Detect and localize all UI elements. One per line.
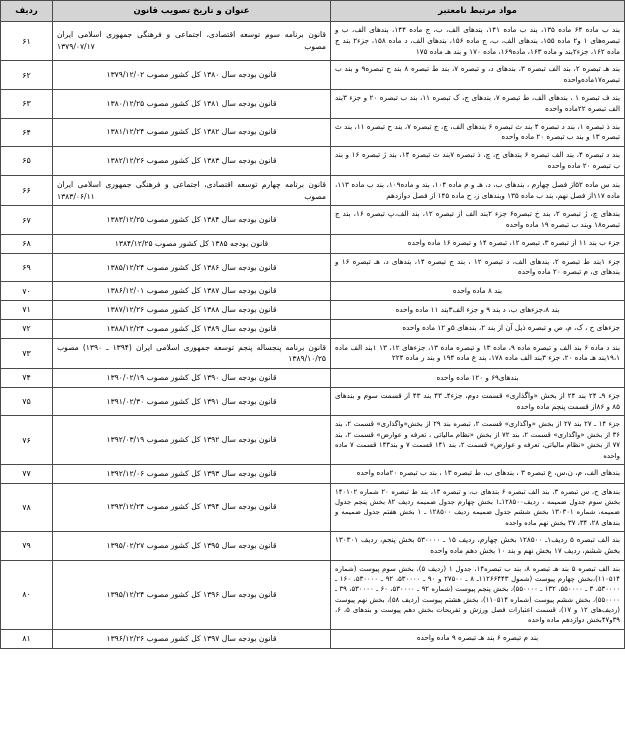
cell-row-number: ۷۱ [1,301,53,320]
cell-law-title-and-date: قانون بودجه سال ۱۳۸۷ کل کشور مصوب ۱۳۸۶/۱۲/۰۱ [53,282,331,301]
cell-law-title-and-date: قانون برنامه چهارم توسعه اقتصادی، اجتماعی و فرهنگی جمهوری اسلامی ایران مصوب ۱۳۸۳/۰۶/۱۱ [53,175,331,206]
table-row [1,483,625,531]
cell-row-number: ۶۶ [1,175,53,206]
table-row [1,253,625,282]
cell-invalid-articles: بند ۸ ماده واحده [331,282,625,301]
table-row [1,234,625,253]
cell-law-title-and-date: قانون بودجه سال ۱۳۸۶ کل کشور مصوب ۱۳۸۵/۱۲/۲۴ [53,253,331,282]
cell-row-number: ۶۳ [1,89,53,118]
table-row [1,282,625,301]
cell-law-title-and-date: قانون بودجه سال ۱۳۸۱ کل کشور مصوب ۱۳۸۰/۱۲/۲۵ [53,89,331,118]
cell-row-number: ۶۸ [1,234,53,253]
cell-invalid-articles: بندهای چ، ژ تبصره ۲، بند خ تبصره۶ جزء ۲بند الف از تبصره ۱۲، بند الف،پ تبصره ۱۶، بند ج تبصره۱۸ وبند ب تبصره ۱۹ ماده واحده [331,206,625,235]
table-row [1,319,625,338]
cell-invalid-articles: جزء ۱بند ط تبصره ۲، بندهای الف، د تبصره ۱۲ ، بند ج تبصره ۱۴، بندهای د، هـ تبصره ۱۶ و بندهای ی، م تبصره ۲۰ ماده واحده [331,253,625,282]
table-row [1,338,625,369]
cell-row-number: ۷۴ [1,369,53,388]
cell-invalid-articles: بندهای ح، س تبصره ۳، بند الف تبصره ۶ بندهای ب، و تبصره ۱۳، بند ط تبصره ۲۰ شماره ۱۴۰۱۰۲ بخش سوم جدول ضمیمه ، ردیف۱۲۸۵۰۰ـ۱ بخش چهارم جدول ضمیمه ردیف ۸۲ بخش پنجم جدول ضمیمه، شماره ۱۳۰۳۰۱ بخش ششم جدول ضمیمه ردیف ۱۲۸۵۰۰ ـ ۱ بخش هفتم جدول ضمیمه و بندهای ۲۸، ۳۴، ۳۷ بخش نهم ماده واحده [331,483,625,531]
table-row [1,532,625,561]
cell-invalid-articles: بند د ماده ۶ بند الف و تبصره ماده ۹، ماده ۱۳ و تبصره ماده ۱۳، جزءهای ۱۲، ۱۳ ۱بند الف ماده ۱۹،۱بند هـ ماده ۲۰، جزء ۳بند الف ماده ۱۷۸، بند ع ماده ۱۹۴ و بند ر ماده ۲۲۴ [331,338,625,369]
table-row [1,416,625,464]
cell-row-number: ۸۱ [1,629,53,648]
table-row [1,301,625,320]
cell-invalid-articles: بند هـ تبصره ۲، بند الف تبصره ۳، بندهای د، و تبصره ۷، بند ط تبصره ۸ بند ح تبصره۹ و بند ب تبصره۱۷ماده‌واحده [331,61,625,90]
cell-invalid-articles: بند الف تبصره ۵ ردیف۱ـ ۱۲۸۵۰۰ بخش چهارم، ردیف ۱۵ ـ ۵۳۰۰۰۰ بخش پنجم، ردیف ۱۳۰۳۰۱ بخش ششم، ردیف ۱۷ بخش نهم و بند ۱۰ بخش دهم ماده واحده [331,532,625,561]
cell-law-title-and-date: قانون بودجه سال ۱۳۹۰ کل کشور مصوب ۱۳۹۰/۰۲/۱۹ [53,369,331,388]
table-row [1,629,625,648]
cell-invalid-articles: بندهای الف، م، ن،س، ع تبصره ۳ ، بندهای ب، ط تبصره ۱۳ ، بند ب تبصره ۲۰ماده واحده [331,464,625,483]
cell-invalid-articles: جزء ب بند ۱۱ از تبصره ۳، تبصره ۱۲، تبصره ۱۴ و تبصره ۱۶ ماده واحده [331,234,625,253]
cell-invalid-articles: بندهای۶۹ و ۱۲۰ ماده واحده [331,369,625,388]
cell-law-title-and-date: قانون بودجه سال ۱۳۹۵ کل کشور مصوب ۱۳۹۵/۰۲/۲۷ [53,532,331,561]
table-header [1,1,625,22]
cell-row-number: ۷۸ [1,483,53,531]
table-row [1,61,625,90]
cell-law-title-and-date: قانون بودجه سال ۱۳۹۲ کل کشور مصوب ۱۳۹۲/۰۳/۱۹ [53,416,331,464]
table-header-row [1,1,625,22]
table-row [1,89,625,118]
cell-row-number: ۶۴ [1,118,53,147]
table-row [1,175,625,206]
cell-law-title-and-date: قانون بودجه سال ۱۳۸۰ کل کشور مصوب ۱۳۷۹/۱۲/۰۲ [53,61,331,90]
cell-law-title-and-date: قانون برنامه پنجساله پنجم توسعه جمهوری اسلامی ایران (۱۳۹۴ ـ ۱۳۹۰) مصوب ۱۳۸۹/۱۰/۲۵ [53,338,331,369]
cell-row-number: ۶۷ [1,206,53,235]
cell-invalid-articles: بند الف تبصره ۵ بند هـ تبصره ۸، بند ب تبصره۱۴، جدول ۱ (ردیف ۵)، بخش سوم پیوست (شماره ۱۱۰۵۱۴)،بخش چهارم پیوست (شمول ۱۱۲۶۶۴۴۳ـ ۸ ـ ۲۷۵۰۰ و ۹۰ ـ ۵۳۰۰۰۰، ۹۲ ـ ۵۳۰۰۰۰، ۱۶۰ ـ ۵۳۰۰۰۰، ۳ ـ ۵۵۰۰۰۰، ۱۳۲ ـ ۵۵۰۰۰۰)، بخش پنجم پیوست (شماره ۹۲ ـ ۵۳۰۰۰۰، ۶۰ ـ ۵۳۰۰۰۰، ۳۹ ـ ۵۵۰۰۰۰)، بخش ششم پیوست (شماره ۱۱۰۵۱۴)، بخش هشتم پیوست (ردیف ۵۸)، بخش نهم پیوست (ردیف‌های ۱۲ و ۱۷)، قسمت اعتبارات فصل ورزش و تفریحات بخش دهم پیوست و بندهای ۵، ۶، ۳۹و۴۷بخش دوازدهم ماده واحده [331,560,625,629]
cell-invalid-articles: بند ب ماده ۶۴ ماده ۱۳۵، بند ب ماده ۱۴۱، بندهای الف، ب، ج ماده ۱۴۴، بندهای الف، ب و تبصره‌های ۱ و۲ ماده ۱۵۵، بندهای الف، ب، ج ماده ۱۵۶، بندهای الف، د ماده ۱۵۸، جزء۲ بند ج ماده ۱۶۲، جزء۲بند و ماده ۱۶۳، ماده۱۶۹، ماده ۱۷۰ و بند هـ ماده ۱۷۵ [331,22,625,61]
table-row [1,369,625,388]
cell-law-title-and-date: قانون بودجه ۱۳۸۵ کل کشور مصوب ۱۳۸۴/۱۲/۲۵ [53,234,331,253]
cell-law-title-and-date: قانون بودجه سال ۱۳۹۳ کل کشور مصوب ۱۳۹۲/۱۲/۰۶ [53,464,331,483]
cell-law-title-and-date: قانون برنامه سوم توسعه اقتصادی، اجتماعی و فرهنگی جمهوری اسلامی ایران مصوب ۱۳۷۹/۰۷/۱۷ [53,22,331,61]
cell-invalid-articles: بند ۸،جزءهای ب، د بند ۹ و جزء الف۳بند ۱۱ ماده واحده [331,301,625,320]
cell-invalid-articles: بند ذ تبصره ۱، بند د تبصره ۴ بند ث تبصره ۶ بندهای الف، چ، ج تبصره ۷، بند ح تبصره ۱۱، بند ث تبصره ۱۳ و بند ب تبصره ۲۰ ماده واحده [331,118,625,147]
cell-row-number: ۷۳ [1,338,53,369]
table-row [1,22,625,61]
column-header-radif: ردیف [1,1,53,22]
cell-row-number: ۸۰ [1,560,53,629]
cell-invalid-articles: بند ف تبصره ۱ ، بندهای الف، ط تبصره ۷، بندهای ج، ک تبصره ۱۱، بند ب تبصره ۲۰ و جزء ۳بند الف تبصره ۲۲ماده واحده [331,89,625,118]
cell-row-number: ۷۷ [1,464,53,483]
cell-row-number: ۶۱ [1,22,53,61]
cell-row-number: ۷۵ [1,387,53,416]
cell-row-number: ۷۹ [1,532,53,561]
table-row [1,147,625,176]
cell-law-title-and-date: قانون بودجه سال ۱۳۹۱ کل کشور مصوب ۱۳۹۱/۰۲/۳۰ [53,387,331,416]
table-row [1,387,625,416]
table-row [1,206,625,235]
cell-law-title-and-date: قانون بودجه سال ۱۳۹۶ کل کشور مصوب ۱۳۹۵/۱۲/۲۴ [53,560,331,629]
cell-row-number: ۷۲ [1,319,53,338]
cell-row-number: ۶۵ [1,147,53,176]
column-header-title: عنوان و تاریخ تصویب قانون [53,1,331,22]
cell-row-number: ۶۹ [1,253,53,282]
table-body [1,22,625,649]
cell-row-number: ۷۰ [1,282,53,301]
column-header-articles: مواد مرتبط نامعتبر [331,1,625,22]
cell-invalid-articles: جزءهای ح ، ک، م، ص و تبصره ذیل آن از بند ۲، بندهای ۵و ۱۲ ماده واحده [331,319,625,338]
cell-law-title-and-date: قانون بودجه سال ۱۳۹۷ کل کشور مصوب ۱۳۹۶/۱۲/۲۶ [53,629,331,648]
cell-invalid-articles: جزء ۹ـ ۲۴ بند ۲۴ از بخش «واگذاری» قسمت دوم، جزء۴ـ ۴۳ بند ۴۳ از قسمت سوم و بندهای ۸۵ و ۸۶از قسمت پنجم ماده واحده [331,387,625,416]
cell-law-title-and-date: قانون بودجه سال ۱۳۸۴ کل کشور مصوب ۱۳۸۳/۱۲/۲۵ [53,206,331,235]
table-row [1,464,625,483]
cell-law-title-and-date: قانون بودجه سال ۱۳۸۲ کل کشور مصوب ۱۳۸۱/۱۲/۲۴ [53,118,331,147]
cell-law-title-and-date: قانون بودجه سال ۱۳۸۸ کل کشور مصوب ۱۳۸۷/۱۲/۲۶ [53,301,331,320]
cell-invalid-articles: بند د تبصره ۴، بند الف تبصره ۶ بندهای ج، چ، ذ تبصره ۷بند ث تبصره ۱۴، بند ژ تبصره ۱۶ و بند ب تبصره ۲۰ ماده واحده [331,147,625,176]
table-row [1,118,625,147]
cell-invalid-articles: بند س ماده ۵۲از فصل چهارم ، بندهای ب، د، هـ و م ماده ۱۰۴، بند و ماده۱۰۹، بند ب ماده ۱۱۳، ماده ۱۱۷از فصل نهم، بند ب ماده ۱۳۵ وبندهای ز، ح ماده ۱۴۵ از فصل دوازدهم [331,175,625,206]
table-row [1,560,625,629]
cell-law-title-and-date: قانون بودجه سال ۱۳۸۹ کل کشور مصوب ۱۳۸۸/۱۲/۲۴ [53,319,331,338]
cell-row-number: ۷۶ [1,416,53,464]
cell-row-number: ۶۲ [1,61,53,90]
cell-law-title-and-date: قانون بودجه سال ۱۳۸۳ کل کشور مصوب ۱۳۸۲/۱۲/۲۶ [53,147,331,176]
cell-invalid-articles: جزء ۱۴ ـ ۲۷ بند ۲۷ از بخش «واگذاری» قسمت ۲، تبصره بند ۲۹ از بخش«واگذاری» قسمت ۲، بند ۳۶ از بخش «واگذاری» قسمت ۲، بند ۷۲ از بخش «نظام مالیاتی ، تعرفه و عوارض» قسمت ۲، بند ۷۷ از بخش «نظام مالیاتی، تعرفه و عوارض» قسمت ۲، بند ۱۴۱ قسمت ۷ و بند۱۴۳ قسمت ۷ ماده واحده [331,416,625,464]
cell-invalid-articles: بند م تبصره ۶ بند هـ تبصره ۹ ماده واحده [331,629,625,648]
cell-law-title-and-date: قانون بودجه سال ۱۳۹۴ کل کشور مصوب ۱۳۹۳/۱۲/۲۴ [53,483,331,531]
